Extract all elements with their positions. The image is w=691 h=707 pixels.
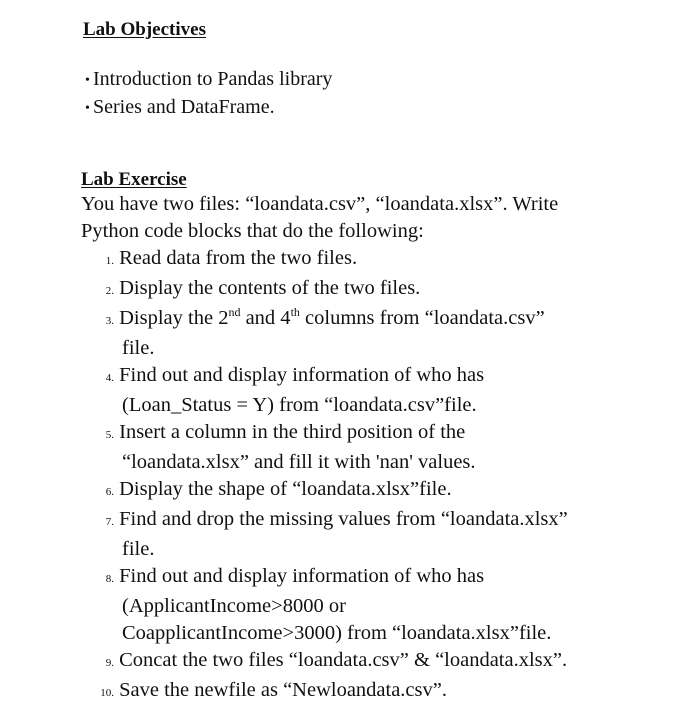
- list-item: 1. Read data from the two files.: [105, 247, 358, 269]
- list-item: • Series and DataFrame.: [85, 94, 332, 122]
- list-item: 8. Find out and display information of who has (ApplicantIncome>8000 or CoapplicantIncome>3000) from “loandata.xlsx”file.: [105, 565, 552, 644]
- exercise-list: [100, 245, 568, 707]
- bullet-icon: •: [85, 101, 90, 116]
- list-item: 2. Display the contents of the two files.: [105, 277, 421, 299]
- bullet-icon: •: [85, 73, 90, 88]
- list-item: 7. Find and drop the missing values from “loandata.xlsx” file.: [105, 508, 568, 560]
- list-item: 5. Insert a column in the third position of the “loandata.xlsx” and fill it with 'nan' values.: [105, 421, 476, 473]
- list-item: 9. Concat the two files “loandata.csv” & “loandata.xlsx”.: [105, 649, 568, 671]
- list-item: 10. Save the newfile as “Newloandata.csv”.: [100, 679, 447, 701]
- objectives-list: [85, 66, 332, 122]
- list-item: 3. Display the 2nd and 4th columns from “loandata.csv” file.: [105, 305, 545, 359]
- list-item: 6. Display the shape of “loandata.xlsx”file.: [105, 478, 452, 500]
- exercise-intro: You have two files: “loandata.csv”, “loandata.xlsx”. Write Python code blocks that do the following:: [81, 193, 559, 242]
- list-item: 4. Find out and display information of who has (Loan_Status = Y) from “loandata.csv”file.: [105, 364, 485, 416]
- list-item: • Introduction to Pandas library: [85, 66, 332, 94]
- lab-objectives-heading: Lab Objectives: [83, 19, 206, 40]
- lab-exercise-heading: Lab Exercise: [81, 169, 187, 190]
